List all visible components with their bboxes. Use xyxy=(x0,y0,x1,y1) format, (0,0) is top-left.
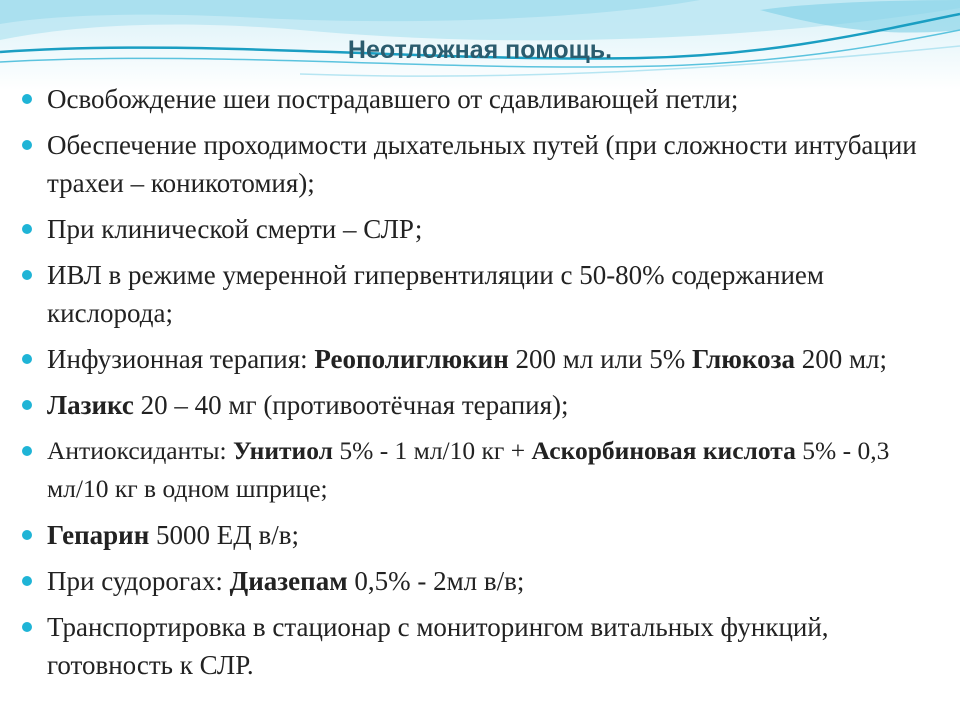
bullet-item xyxy=(22,386,942,424)
bullet-text: При клинической смерти – СЛР; xyxy=(47,214,423,244)
bullet-dot-icon xyxy=(22,530,32,540)
bullet-text: 5% - 0,3 мл/10 кг в одном шприце; xyxy=(47,436,890,503)
bullet-text-bold: Глюкоза xyxy=(691,344,795,374)
bullet-text: 0,5% - 2мл в/в; xyxy=(347,566,525,596)
bullet-text: 200 мл; xyxy=(794,344,888,374)
bullet-dot-icon xyxy=(22,354,32,364)
slide-title: Неотложная помощь. xyxy=(347,36,613,64)
bullet-text: 200 мл или 5% xyxy=(508,344,692,374)
bullet-text-bold: Реополиглюкин xyxy=(314,344,509,374)
bullet-item xyxy=(22,256,942,332)
bullet-item xyxy=(22,340,942,378)
bullet-text-bold: Лазикс xyxy=(47,390,134,420)
bullet-dot-icon xyxy=(22,576,32,586)
bullet-text: Антиоксиданты: xyxy=(47,436,233,465)
bullet-text: Освобождение шеи пострадавшего от сдавливающей петли; xyxy=(47,84,739,114)
bullet-item xyxy=(22,432,942,508)
bullet-text: Инфузионная терапия: xyxy=(47,344,315,374)
bullet-item xyxy=(22,80,942,118)
bullet-list xyxy=(22,80,942,692)
bullet-dot-icon xyxy=(22,622,32,632)
bullet-dot-icon xyxy=(22,400,32,410)
bullet-item xyxy=(22,608,942,684)
bullet-text: 5% - 1 мл/10 кг + xyxy=(332,436,532,465)
bullet-item xyxy=(22,210,942,248)
bullet-dot-icon xyxy=(22,224,32,234)
bullet-text: 20 – 40 мг (противоотёчная терапия); xyxy=(133,390,569,420)
bullet-item xyxy=(22,126,942,202)
bullet-dot-icon xyxy=(22,270,32,280)
bullet-dot-icon xyxy=(22,140,32,150)
bullet-text: Транспортировка в стационар с мониторингом витальных функций, готовность к СЛР. xyxy=(47,612,829,680)
bullet-text: 5000 ЕД в/в; xyxy=(149,520,299,550)
bullet-item xyxy=(22,516,942,554)
bullet-text-bold: Диазепам xyxy=(229,566,348,596)
bullet-text-bold: Аскорбиновая кислота xyxy=(531,436,796,465)
bullet-text: Обеспечение проходимости дыхательных путей (при сложности интубации трахеи – коникотомия); xyxy=(47,130,917,198)
bullet-item xyxy=(22,562,942,600)
bullet-text-bold: Гепарин xyxy=(47,520,150,550)
bullet-text: ИВЛ в режиме умеренной гипервентиляции с 50-80% содержанием кислорода; xyxy=(47,260,824,328)
bullet-text: При судорогах: xyxy=(47,566,230,596)
bullet-dot-icon xyxy=(22,94,32,104)
bullet-dot-icon xyxy=(22,446,32,456)
bullet-text-bold: Унитиол xyxy=(233,436,333,465)
